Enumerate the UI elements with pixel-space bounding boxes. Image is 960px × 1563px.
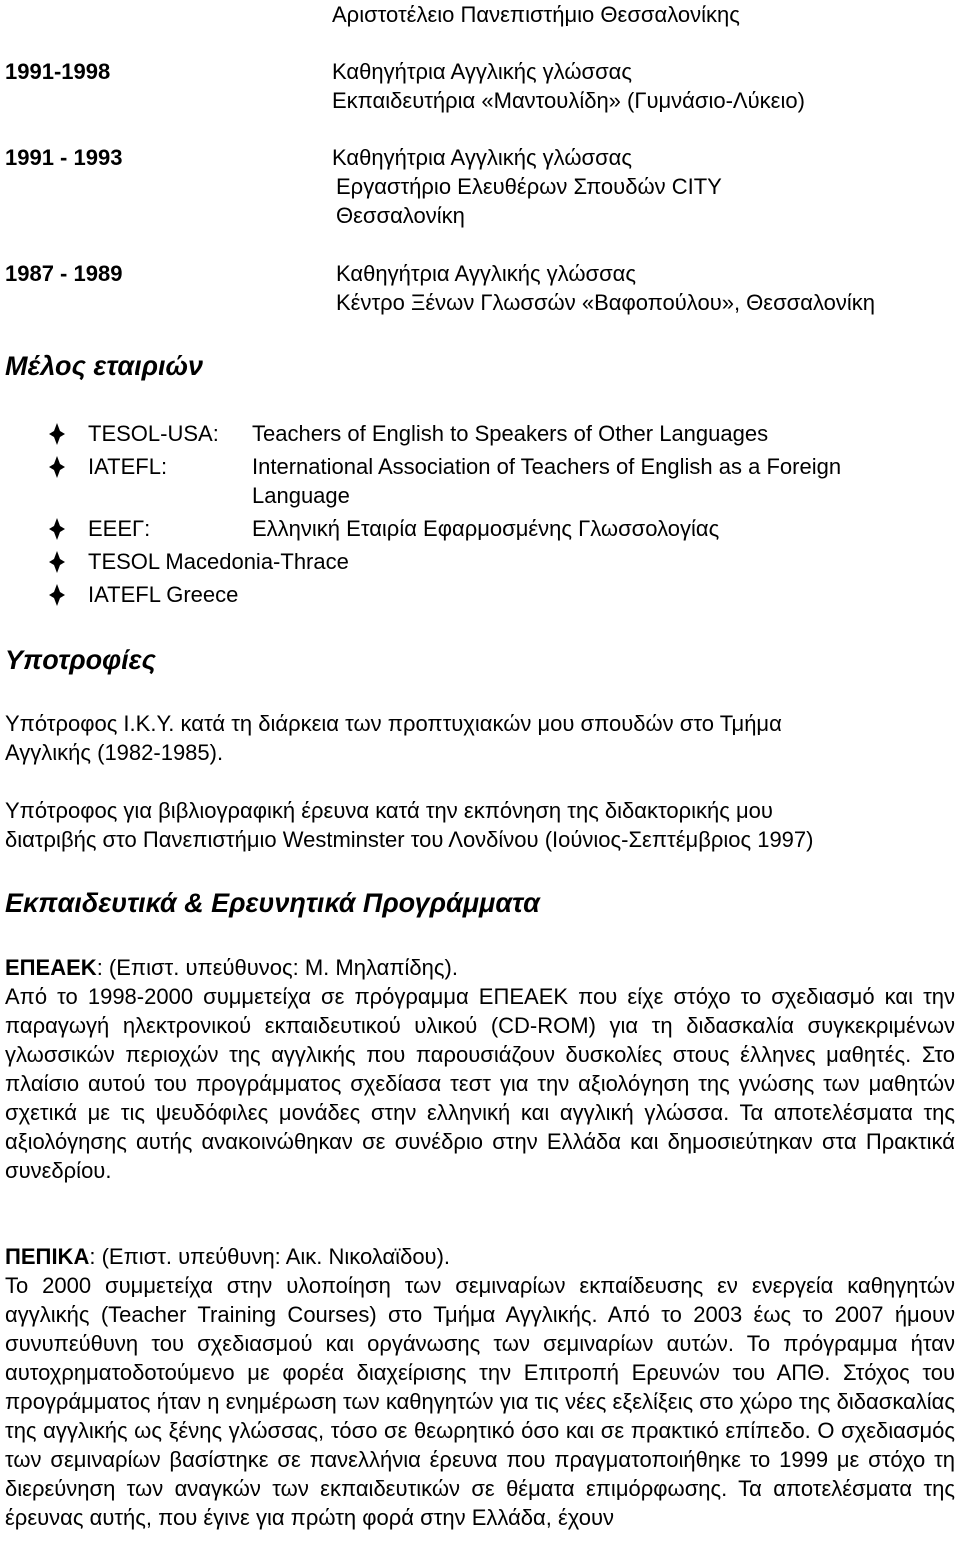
career-years: 1991 - 1993 <box>5 145 123 170</box>
bullet-icon <box>49 456 65 478</box>
career-role: Καθηγήτρια Αγγλικής γλώσσας <box>332 59 632 84</box>
membership-abbr: IATEFL: <box>88 454 168 479</box>
career-role: Καθηγήτρια Αγγλικής γλώσσας <box>332 145 632 170</box>
scholarship-text: Υπότροφος Ι.Κ.Υ. κατά τη διάρκεια των προπτυχιακών μου σπουδών στο Τμήμα <box>5 711 782 736</box>
program-supervisor: : (Επιστ. υπεύθυνη: Αικ. Νικολαϊδου). <box>89 1244 451 1269</box>
program-text: Το 2000 συμμετείχα στην υλοποίηση των σεμιναρίων εκπαίδευσης εν ενεργεία καθηγητών αγγλικής (Teacher Training Courses) στο Τμήμα Αγγλικής. Από το 2003 έως το 2007 ήμουν συνυπεύθυνη του σχεδιασμού και οργάνωσης των σεμιναρίων αυτών. Το πρόγραμμα ήταν αυτοχρηματοδοτούμενο με φορέα διαχείρισης την Επιτροπή Ερευνών του ΑΠΘ. Στόχος του προγράμματος ήταν η ενημέρωση των καθηγητών για τις νέες εξελίξεις στο χώρο της διδασκαλίας της αγγλικής ως ξένης γλώσσας, τόσο σε θεωρητικό όσο και σε πρακτικό επίπεδο. Ο σχεδιασμός των σεμιναρίων βασίστηκε σε πανελλήνια έρευνα που πραγματοποιήθηκε το 1999 με στόχο τη διερεύνηση των αναγκών των εκπαιδευτικών σε θέματα επιμόρφωσης. Τα αποτελέσματα της έρευνας αυτής, που έγινε για πρώτη φορά στην Ελλάδα, έχουν <box>5 1273 955 1530</box>
membership-abbr: IATEFL Greece <box>88 582 239 607</box>
scholarship-text: Υπότροφος για βιβλιογραφική έρευνα κατά την εκπόνηση της διδακτορικής μου <box>5 798 773 823</box>
program-name: ΕΠΕΑΕΚ <box>5 955 97 980</box>
scholarship-text: Αγγλικής (1982-1985). <box>5 740 224 765</box>
career-years: 1987 - 1989 <box>5 261 123 286</box>
program-text: Από το 1998-2000 συμμετείχα σε πρόγραμμα ΕΠΕΑΕΚ που είχε στόχο το σχεδιασμό και την παραγωγή ηλεκτρονικού εκπαιδευτικού υλικού (CD-ROM) για τη διδασκαλία συγκεκριμένων γλωσσικών περιοχών της αγγλικής που παρουσιάζουν δυσκολίες στους έλληνες μαθητές. Στο πλαίσιο αυτού του προγράμματος σχεδίασα τεστ για την αξιολόγηση της γνώσης των μαθητών σχετικά με τις ψευδόφιλες μονάδες στην ελληνική και αγγλική γλώσσα. Τα αποτελέσματα της αξιολόγησης αυτής ανακοινώθηκαν σε συνέδριο στην Ελλάδα και δημοσιεύτηκαν στα Πρακτικά συνεδρίου. <box>5 984 955 1183</box>
scholarship-text: διατριβής στο Πανεπιστήμιο Westminster του Λονδίνου (Ιούνιος-Σεπτέμβριος 1997) <box>5 827 814 852</box>
membership-desc-continued: Language <box>252 483 350 508</box>
scholarships-heading: Υποτροφίες <box>5 645 156 675</box>
membership-desc: International Association of Teachers of English as a Foreign <box>252 454 842 479</box>
memberships-heading: Μέλος εταιριών <box>5 351 204 381</box>
program-supervisor: : (Επιστ. υπεύθυνος: Μ. Μηλαπίδης). <box>96 955 458 980</box>
bullet-icon <box>49 584 65 606</box>
career-employer: Εργαστήριο Ελευθέρων Σπουδών CITY <box>336 174 722 199</box>
career-years: 1991-1998 <box>5 59 111 84</box>
bullet-icon <box>49 423 65 445</box>
program-description <box>5 1271 955 1532</box>
program-name: ΠΕΠΙΚΑ <box>5 1244 90 1269</box>
career-role: Καθηγήτρια Αγγλικής γλώσσας <box>336 261 636 286</box>
program-description <box>5 982 955 1185</box>
career-location: Θεσσαλονίκη <box>336 203 465 228</box>
program-title <box>5 953 458 982</box>
membership-abbr: ΕΕΕΓ: <box>88 516 151 541</box>
membership-desc: Ελληνική Εταιρία Εφαρμοσμένης Γλωσσολογίας <box>252 516 720 541</box>
membership-abbr: TESOL Macedonia-Thrace <box>88 549 349 574</box>
membership-desc: Teachers of English to Speakers of Other Languages <box>252 421 769 446</box>
career-employer: Κέντρο Ξένων Γλωσσών «Βαφοπούλου», Θεσσαλονίκη <box>336 290 875 315</box>
programs-heading: Εκπαιδευτικά & Ερευνητικά Προγράμματα <box>5 888 540 918</box>
program-title <box>5 1242 450 1271</box>
bullet-icon <box>49 518 65 540</box>
bullet-icon <box>49 551 65 573</box>
membership-abbr: TESOL-USA: <box>88 421 219 446</box>
university-line: Αριστοτέλειο Πανεπιστήμιο Θεσσαλονίκης <box>332 2 740 27</box>
career-employer: Εκπαιδευτήρια «Μαντουλίδη» (Γυμνάσιο-Λύκειο) <box>332 88 805 113</box>
